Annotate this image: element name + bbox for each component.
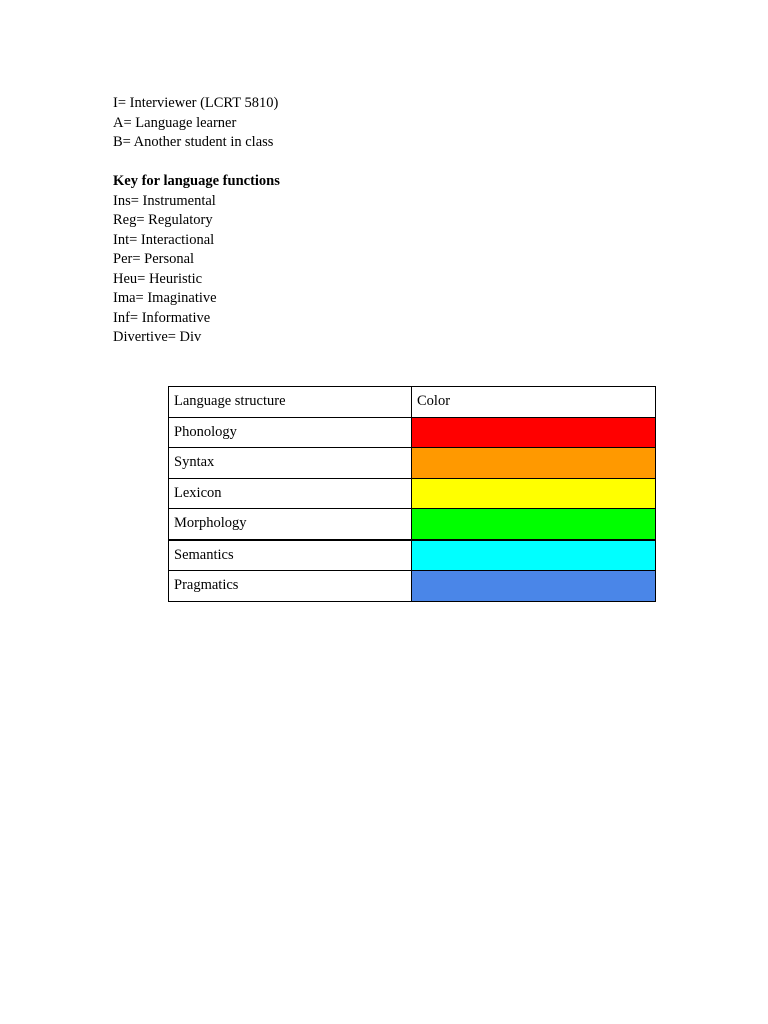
- table-row: [169, 540, 656, 571]
- table-header-row: [169, 387, 656, 418]
- color-swatch-pragmatics: [412, 571, 656, 602]
- table-row: [169, 417, 656, 448]
- participant-language-learner: A= Language learner: [113, 114, 237, 131]
- function-divertive: Divertive= Div: [113, 329, 202, 345]
- header-language-structure: Language structure: [169, 387, 412, 418]
- participant-interviewer: I= Interviewer (LCRT 5810): [113, 95, 279, 111]
- function-personal: Per= Personal: [113, 251, 195, 267]
- header-color: Color: [412, 387, 656, 418]
- structure-name-pragmatics: Pragmatics: [169, 571, 412, 602]
- table-row: [169, 571, 656, 602]
- color-swatch-phonology: [412, 417, 656, 448]
- structure-name-lexicon: Lexicon: [169, 478, 412, 509]
- structure-name-phonology: Phonology: [169, 417, 412, 448]
- participants-legend: [113, 94, 278, 153]
- function-heuristic: Heu= Heuristic: [113, 270, 203, 287]
- participant-another-student: B= Another student in class: [113, 134, 274, 150]
- table-row: [169, 448, 656, 479]
- language-structure-color-table: [168, 386, 656, 602]
- structure-name-syntax: Syntax: [169, 448, 412, 479]
- color-swatch-syntax: [412, 448, 656, 479]
- color-swatch-morphology: [412, 509, 656, 540]
- function-regulatory: Reg= Regulatory: [113, 212, 213, 228]
- function-interactional: Int= Interactional: [113, 231, 215, 248]
- language-functions-key: [113, 172, 280, 348]
- structure-name-semantics: Semantics: [169, 540, 412, 571]
- function-instrumental: Ins= Instrumental: [113, 192, 216, 209]
- function-imaginative: Ima= Imaginative: [113, 290, 217, 306]
- color-swatch-semantics: [412, 540, 656, 571]
- table-row: [169, 509, 656, 540]
- function-informative: Inf= Informative: [113, 309, 211, 326]
- table-row: [169, 478, 656, 509]
- structure-name-morphology: Morphology: [169, 509, 412, 540]
- functions-key-title: Key for language functions: [113, 173, 280, 189]
- color-swatch-lexicon: [412, 478, 656, 509]
